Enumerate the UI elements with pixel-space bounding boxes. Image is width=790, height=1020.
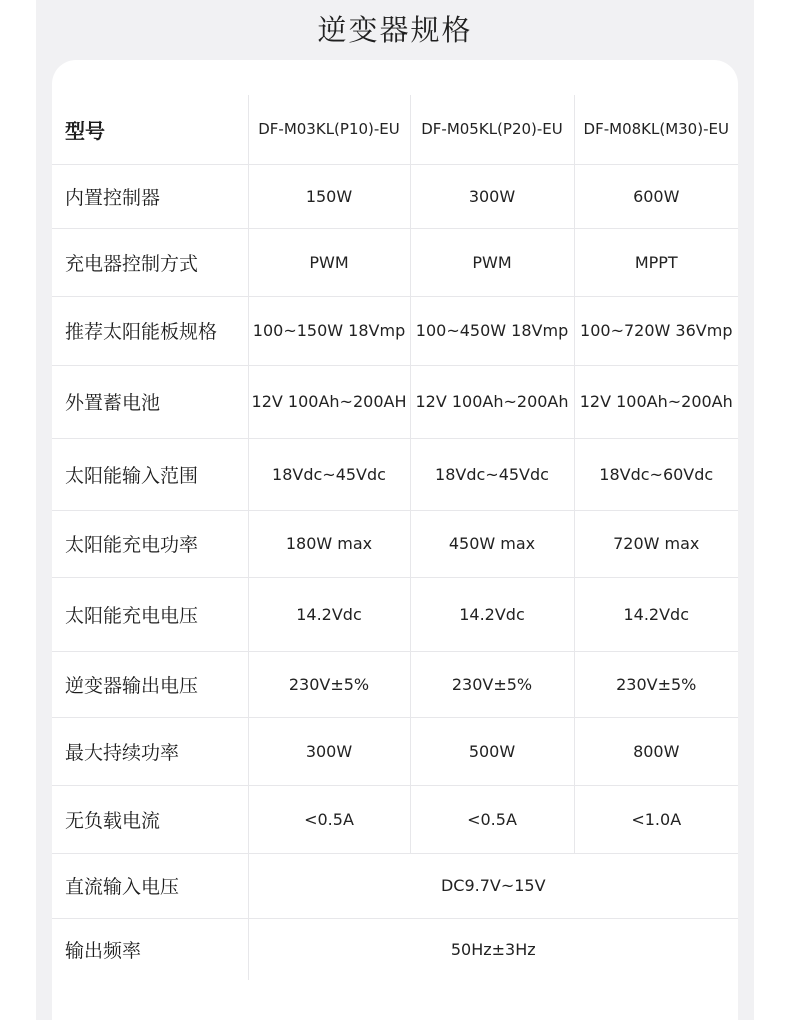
page-title: 逆变器规格 [317, 13, 473, 47]
table-cell: <1.0A [574, 785, 738, 853]
row-label: 外置蓄电池 [52, 365, 248, 438]
table-cell: <0.5A [410, 785, 574, 853]
header-label: 型号 [65, 118, 105, 143]
model-header: DF-M03KL(P10)-EU [248, 95, 410, 164]
table-cell: 720W max [574, 510, 738, 577]
table-cell: 300W [248, 717, 410, 785]
merged-cell: 50Hz±3Hz [248, 918, 738, 980]
table-cell: 14.2Vdc [410, 577, 574, 651]
table-row [52, 438, 738, 510]
table-cell: 12V 100Ah~200AH [248, 365, 410, 438]
table-cell: 230V±5% [410, 651, 574, 717]
row-label: 内置控制器 [52, 164, 248, 228]
merged-cell: DC9.7V~15V [248, 853, 738, 918]
table-row [52, 510, 738, 577]
spec-table [52, 95, 738, 980]
table-row [52, 651, 738, 717]
table-cell: 230V±5% [574, 651, 738, 717]
table-row [52, 228, 738, 296]
table-cell: MPPT [574, 228, 738, 296]
table-cell: 12V 100Ah~200Ah [410, 365, 574, 438]
row-label: 太阳能充电电压 [52, 577, 248, 651]
table-row [52, 853, 738, 918]
row-label: 输出频率 [52, 918, 248, 980]
table-cell: 500W [410, 717, 574, 785]
header-row [52, 95, 738, 164]
table-cell: 300W [410, 164, 574, 228]
table-cell: <0.5A [248, 785, 410, 853]
table-row [52, 577, 738, 651]
table-cell: 100~150W 18Vmp [248, 296, 410, 365]
table-cell: 180W max [248, 510, 410, 577]
row-label: 推荐太阳能板规格 [52, 296, 248, 365]
row-label: 逆变器输出电压 [52, 651, 248, 717]
table-cell: 150W [248, 164, 410, 228]
table-cell: 18Vdc~60Vdc [574, 438, 738, 510]
table-cell: 12V 100Ah~200Ah [574, 365, 738, 438]
table-cell: 600W [574, 164, 738, 228]
table-cell: 100~450W 18Vmp [410, 296, 574, 365]
row-label: 直流输入电压 [52, 853, 248, 918]
row-label: 最大持续功率 [52, 717, 248, 785]
row-label: 太阳能输入范围 [52, 438, 248, 510]
table-cell: 800W [574, 717, 738, 785]
table-row [52, 296, 738, 365]
table-row [52, 365, 738, 438]
model-header: DF-M05KL(P20)-EU [410, 95, 574, 164]
table-row [52, 164, 738, 228]
table-row [52, 918, 738, 980]
table-cell: PWM [248, 228, 410, 296]
row-label: 无负载电流 [52, 785, 248, 853]
table-cell: 100~720W 36Vmp [574, 296, 738, 365]
model-header: DF-M08KL(M30)-EU [574, 95, 738, 164]
table-cell: 450W max [410, 510, 574, 577]
table-cell: 230V±5% [248, 651, 410, 717]
table-row [52, 717, 738, 785]
table-cell: 14.2Vdc [574, 577, 738, 651]
row-label: 充电器控制方式 [52, 228, 248, 296]
table-row [52, 785, 738, 853]
row-label: 太阳能充电功率 [52, 510, 248, 577]
table-cell: PWM [410, 228, 574, 296]
table-cell: 18Vdc~45Vdc [410, 438, 574, 510]
table-cell: 14.2Vdc [248, 577, 410, 651]
table-cell: 18Vdc~45Vdc [248, 438, 410, 510]
